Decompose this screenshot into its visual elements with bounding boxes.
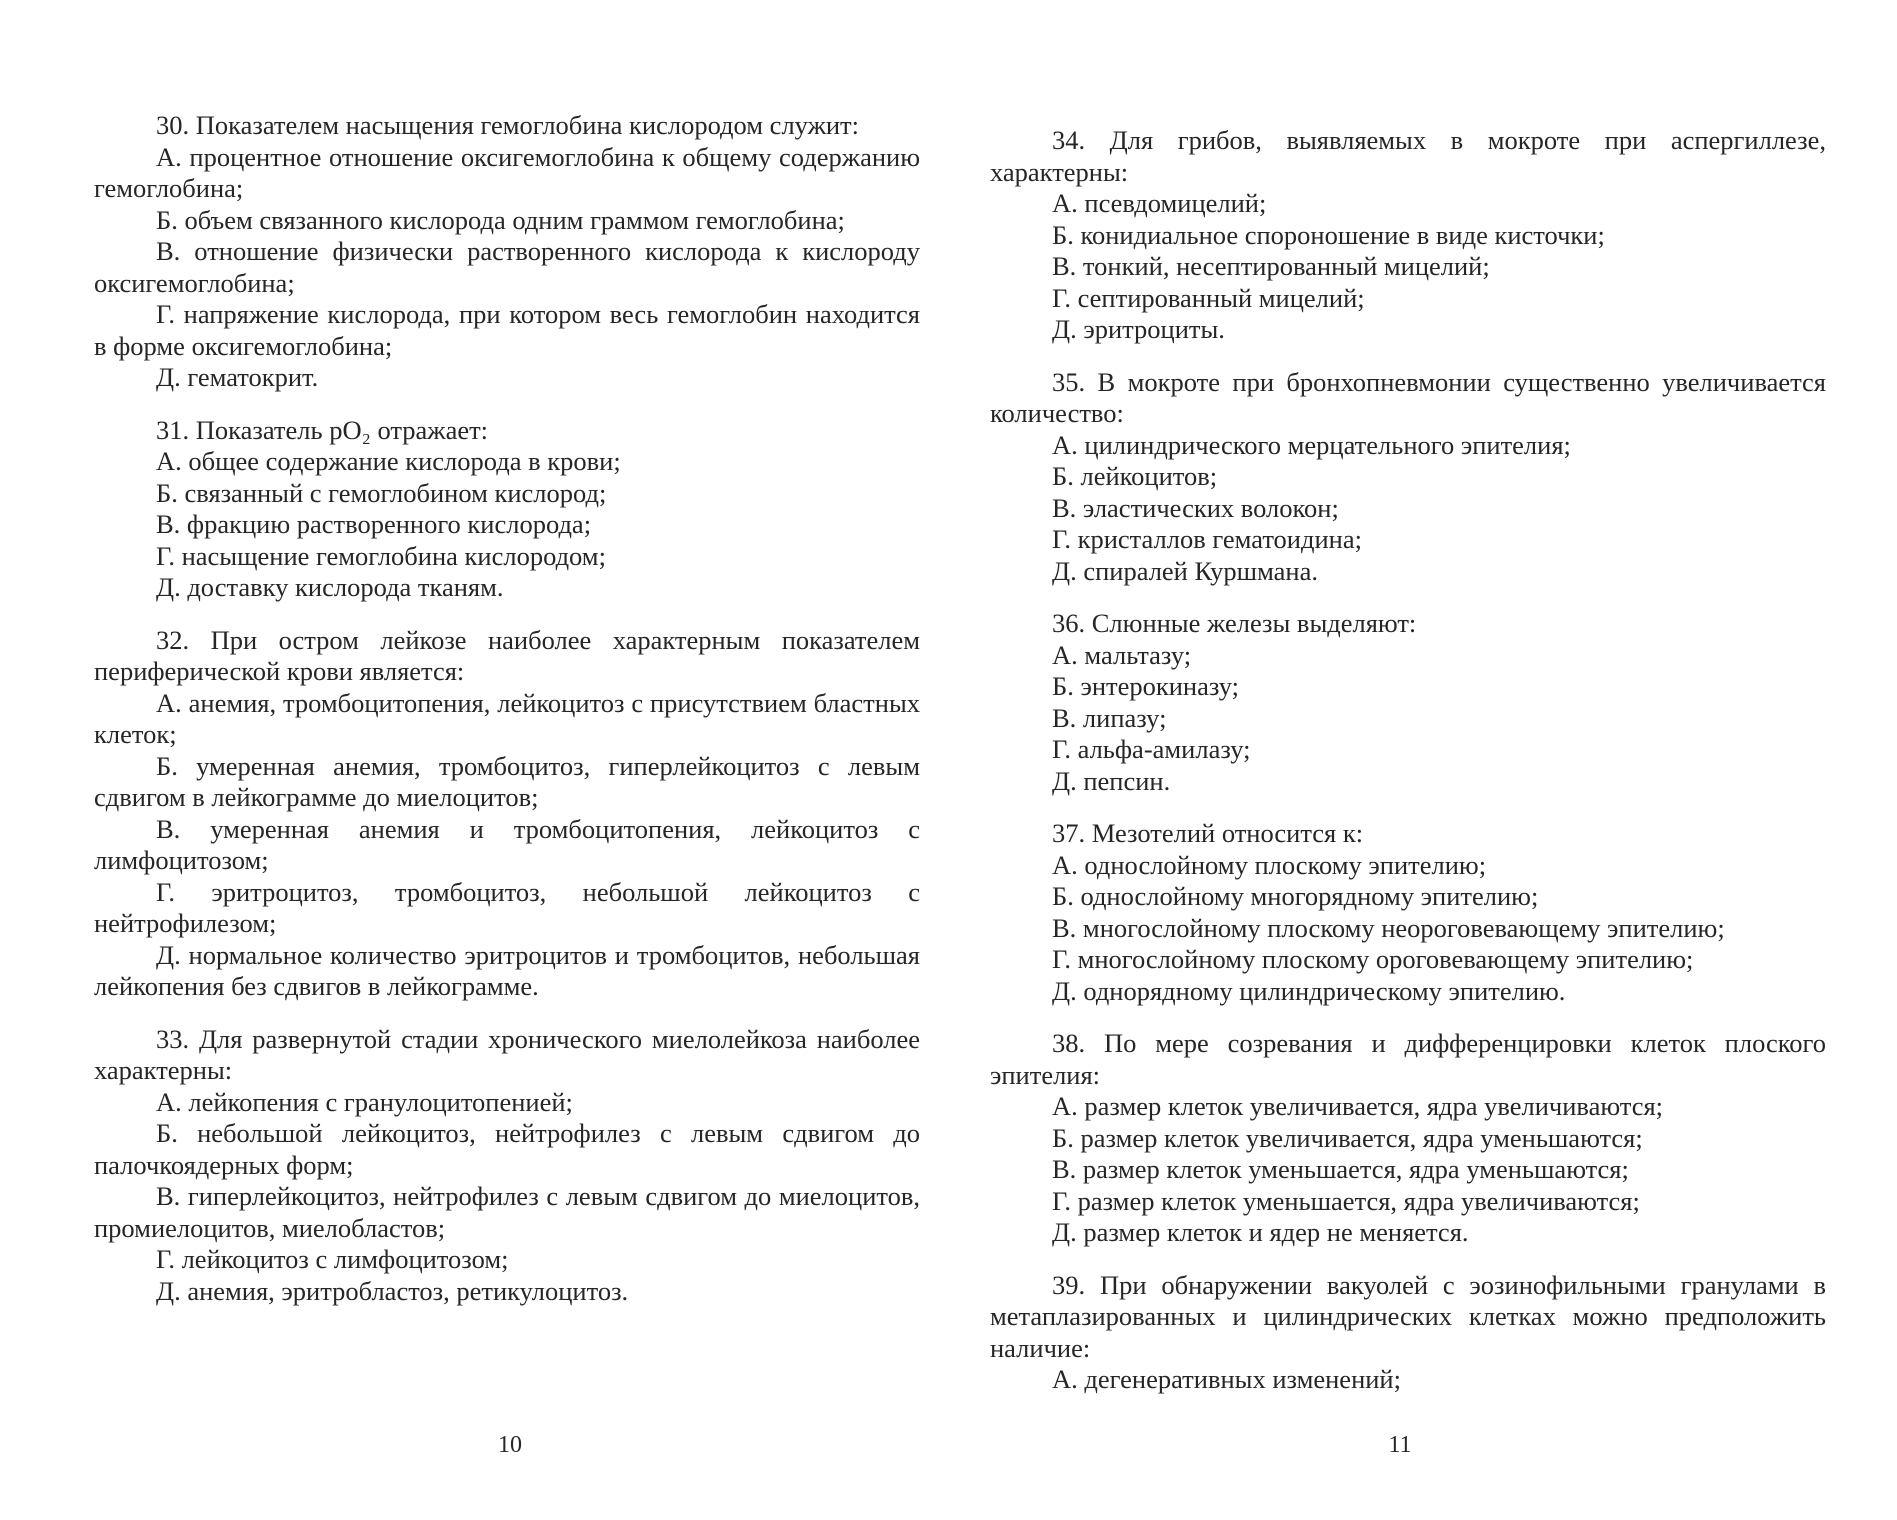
question-block	[990, 367, 1826, 588]
answer-option: В. умеренная анемия и тромбоцитопения, лейкоцитоз с лимфоцитозом;	[94, 813, 920, 875]
answer-options	[990, 430, 1826, 588]
answer-option: Г. эритроцитоз, тромбоцитоз, небольшой лейкоцитоз с нейтрофилезом;	[94, 876, 920, 938]
answer-option: Г. многослойному плоскому ороговевающему эпителию;	[1052, 944, 1694, 974]
answer-option: Г. насыщение гемоглобина кислородом;	[156, 540, 606, 571]
question-text: 38. По мере созревания и дифференцировки клеток плоского эпителия:	[990, 1028, 1826, 1090]
answer-option: Б. связанный с гемоглобином кислород;	[156, 477, 607, 508]
answer-option: А. общее содержание кислорода в крови;	[156, 446, 621, 476]
answer-option: Д. размер клеток и ядер не меняется.	[1052, 1217, 1469, 1247]
answer-options	[990, 850, 1826, 1008]
answer-option: Б. умеренная анемия, тромбоцитоз, гиперлейкоцитоз с левым сдвигом в лейкограмме до миелоцитов;	[94, 750, 920, 812]
answer-option: А. мальтазу;	[1052, 639, 1192, 670]
answer-option: Г. септированный мицелий;	[1052, 282, 1365, 313]
question-text: 35. В мокроте при бронхопневмонии существенно увеличивается количество:	[990, 366, 1826, 428]
answer-options	[990, 640, 1826, 798]
left-page	[0, 0, 948, 1520]
answer-option: А. процентное отношение оксигемоглобина к общему содержанию гемоглобина;	[94, 141, 920, 203]
answer-option: А. однослойному плоскому эпителию;	[1052, 849, 1487, 880]
question-block	[94, 110, 920, 394]
question-block	[990, 818, 1826, 1007]
answer-option: Д. однорядному цилиндрическому эпителию.	[1052, 975, 1566, 1006]
answer-option: Б. однослойному многорядному эпителию;	[1052, 881, 1539, 911]
left-page-text	[94, 110, 920, 1328]
answer-option: Д. доставку кислорода тканям.	[156, 572, 504, 602]
answer-option: Г. альфа-амилазу;	[1052, 734, 1251, 764]
question-text: 30. Показателем насыщения гемоглобина кислородом служит:	[156, 110, 860, 140]
question-block	[990, 1270, 1826, 1396]
answer-option: Д. гематокрит.	[156, 362, 319, 392]
answer-option: Д. нормальное количество эритроцитов и тромбоцитов, небольшая лейкопения без сдвигов в лейкограмме.	[94, 939, 920, 1001]
answer-option: В. размер клеток уменьшается, ядра уменьшаются;	[1052, 1154, 1629, 1184]
answer-option: В. эластических волокон;	[1052, 492, 1339, 523]
answer-option: Б. размер клеток увеличивается, ядра уменьшаются;	[1052, 1122, 1643, 1153]
answer-option: В. многослойному плоскому неороговевающему эпителию;	[1052, 912, 1725, 943]
answer-option: А. цилиндрического мерцательного эпителия;	[1052, 429, 1571, 460]
question-text: 36. Слюнные железы выделяют:	[1052, 608, 1417, 638]
answer-options	[94, 142, 920, 394]
answer-options	[94, 688, 920, 1003]
page-number-right: 11	[1388, 1432, 1412, 1458]
right-page-text	[990, 125, 1826, 1417]
question-block	[94, 625, 920, 1003]
question-text: 34. Для грибов, выявляемых в мокроте при аспергиллезе, характерны:	[990, 125, 1826, 187]
answer-option: А. анемия, тромбоцитопения, лейкоцитоз с присутствием бластных клеток;	[94, 687, 920, 749]
question-block	[94, 415, 920, 604]
answer-option: Д. спиралей Куршмана.	[1052, 555, 1318, 586]
answer-options	[94, 1087, 920, 1308]
answer-option: Д. эритроциты.	[1052, 314, 1225, 344]
answer-option: Б. лейкоцитов;	[1052, 461, 1218, 491]
answer-options	[990, 188, 1826, 346]
answer-option: Д. пепсин.	[1052, 765, 1171, 796]
answer-options	[990, 1091, 1826, 1249]
answer-option: Г. размер клеток уменьшается, ядра увеличиваются;	[1052, 1185, 1640, 1216]
answer-option: Г. напряжение кислорода, при котором весь гемоглобин находится в форме оксигемоглобина;	[94, 299, 920, 361]
answer-options	[94, 446, 920, 604]
question-text: 37. Мезотелий относится к:	[1052, 818, 1364, 848]
answer-options	[990, 1364, 1826, 1396]
question-text: 31. Показатель pO₂ отражает:	[156, 414, 489, 445]
question-text: 32. При остром лейкозе наиболее характерным показателем периферической крови является:	[94, 624, 920, 686]
answer-option: А. псевдомицелий;	[1052, 188, 1267, 218]
question-text: 39. При обнаружении вакуолей с эозинофильными гранулами в метаплазированных и цилиндрических клетках можно предположить наличие:	[990, 1269, 1826, 1363]
answer-option: Г. кристаллов гематоидина;	[1052, 524, 1362, 554]
answer-option: Б. небольшой лейкоцитоз, нейтрофилез с левым сдвигом до палочкоядерных форм;	[94, 1118, 920, 1180]
answer-option: Г. лейкоцитоз с лимфоцитозом;	[156, 1244, 509, 1274]
question-block	[990, 125, 1826, 346]
answer-option: А. лейкопения с гранулоцитопенией;	[156, 1086, 573, 1117]
answer-option: В. гиперлейкоцитоз, нейтрофилез с левым сдвигом до миелоцитов, промиелоцитов, миелобластов;	[94, 1181, 920, 1243]
answer-option: А. дегенеративных изменений;	[1052, 1364, 1401, 1394]
answer-option: В. тонкий, несептированный мицелий;	[1052, 251, 1490, 281]
answer-option: Б. энтерокиназу;	[1052, 671, 1240, 701]
question-block	[94, 1024, 920, 1308]
page-number-left: 10	[498, 1432, 522, 1458]
answer-option: Б. объем связанного кислорода одним граммом гемоглобина;	[156, 204, 845, 235]
answer-option: Д. анемия, эритробластоз, ретикулоцитоз.	[156, 1275, 629, 1306]
answer-option: В. фракцию растворенного кислорода;	[156, 509, 592, 539]
right-page	[948, 0, 1897, 1520]
question-text: 33. Для развернутой стадии хронического миелолейкоза наиболее характерны:	[94, 1023, 920, 1085]
answer-option: Б. конидиальное спороношение в виде кисточки;	[1052, 219, 1605, 250]
answer-option: В. отношение физически растворенного кислорода к кислороду оксигемоглобина;	[94, 236, 920, 298]
answer-option: В. липазу;	[1052, 702, 1167, 733]
question-block	[990, 1028, 1826, 1249]
question-block	[990, 608, 1826, 797]
answer-option: А. размер клеток увеличивается, ядра увеличиваются;	[1052, 1091, 1664, 1121]
